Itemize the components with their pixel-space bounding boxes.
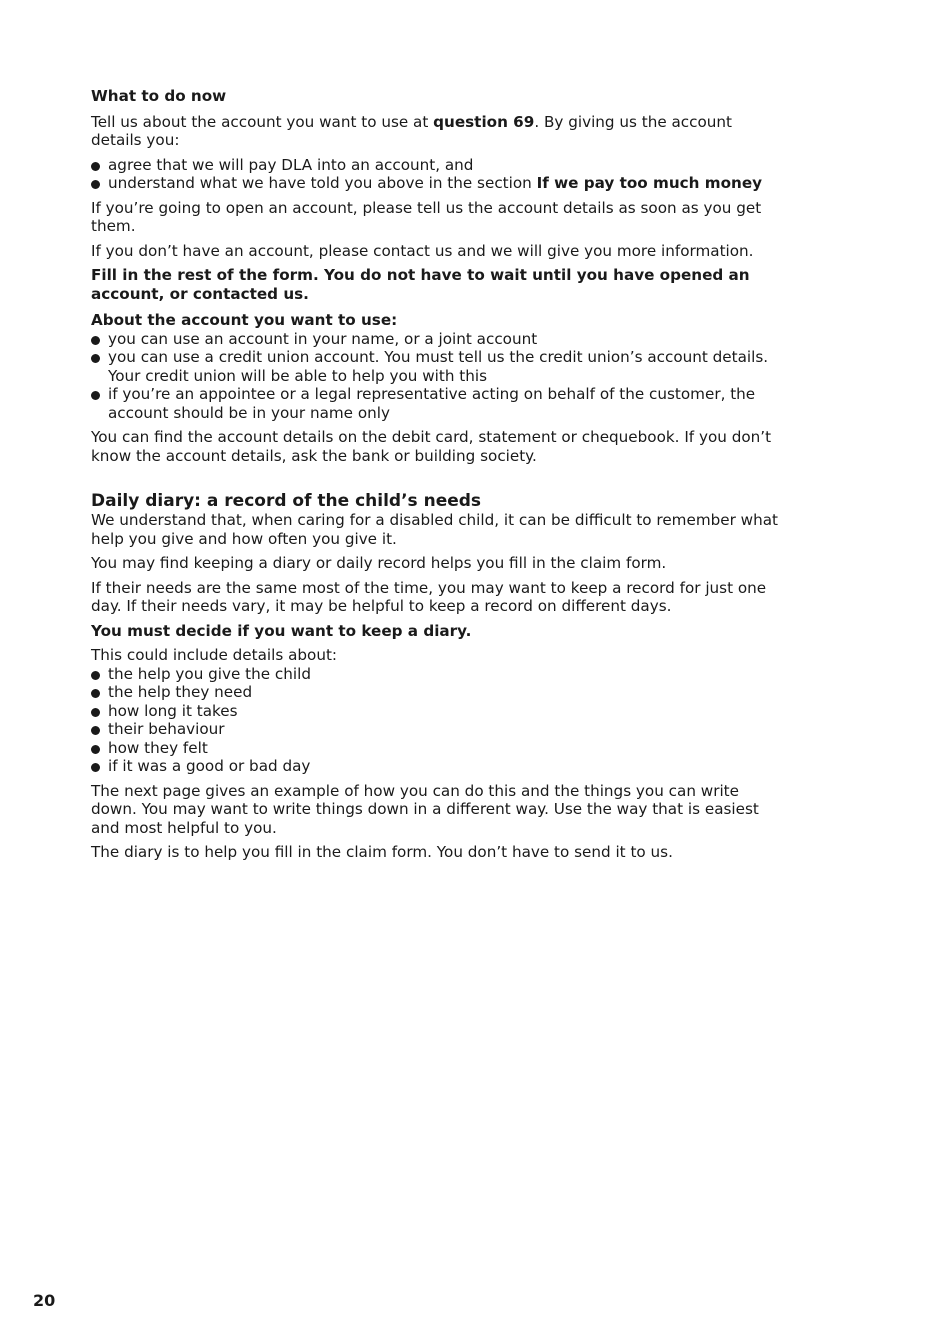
account-details-list bbox=[91, 156, 781, 193]
list-item bbox=[91, 174, 781, 193]
about-account-list bbox=[91, 330, 781, 423]
list-item: you can use an account in your name, or a joint account bbox=[91, 330, 781, 349]
list-item: agree that we will pay DLA into an account, and bbox=[91, 156, 781, 175]
intro-text: Tell us about the account you want to use at bbox=[91, 112, 434, 131]
what-to-do-intro bbox=[91, 113, 781, 150]
list-item: how they felt bbox=[91, 739, 781, 758]
list-item-text: understand what we have told you above in the section bbox=[108, 174, 537, 192]
no-account-paragraph: If you don’t have an account, please contact us and we will give you more information. bbox=[91, 241, 754, 260]
open-account-paragraph: If you’re going to open an account, please tell us the account details as soon as you get them. bbox=[91, 198, 762, 235]
diary-send-paragraph: The diary is to help you fill in the claim form. You don’t have to send it to us. bbox=[91, 843, 673, 861]
list-item: their behaviour bbox=[91, 720, 781, 739]
list-item: you can use a credit union account. You must tell us the credit union’s account details. Your credit union will be able to help you with this bbox=[91, 348, 781, 385]
question-reference: question 69 bbox=[433, 112, 535, 131]
decide-diary-instruction: You must decide if you want to keep a diary. bbox=[91, 621, 472, 640]
intro-text-end: . By giving us the account details you: bbox=[91, 112, 733, 149]
what-to-do-heading: What to do now bbox=[91, 87, 227, 105]
page-number: 20 bbox=[33, 1291, 56, 1310]
page-content bbox=[91, 87, 781, 868]
list-item: how long it takes bbox=[91, 702, 781, 721]
diary-list-intro: This could include details about: bbox=[91, 646, 338, 664]
list-item: the help you give the child bbox=[91, 665, 781, 684]
diary-paragraph-3: If their needs are the same most of the time, you may want to keep a record for just one day. If their needs vary, it may be helpful to keep a record on different days. bbox=[91, 578, 767, 615]
about-account-heading: About the account you want to use: bbox=[91, 311, 398, 329]
diary-paragraph-1: We understand that, when caring for a disabled child, it can be difficult to remember what help you give and how often you give it. bbox=[91, 511, 778, 548]
daily-diary-heading: Daily diary: a record of the child’s needs bbox=[91, 491, 482, 511]
list-item: if you’re an appointee or a legal representative acting on behalf of the customer, the account should be in your name only bbox=[91, 385, 781, 422]
diary-paragraph-2: You may find keeping a diary or daily record helps you fill in the claim form. bbox=[91, 554, 667, 572]
list-item: the help they need bbox=[91, 683, 781, 702]
find-details-paragraph: You can find the account details on the debit card, statement or chequebook. If you don’t know the account details, ask the bank or building society. bbox=[91, 428, 772, 465]
section-reference: If we pay too much money bbox=[536, 174, 763, 192]
diary-details-list bbox=[91, 665, 781, 776]
list-item: if it was a good or bad day bbox=[91, 757, 781, 776]
next-page-paragraph: The next page gives an example of how you can do this and the things you can write down. You may want to write things down in a different way. Use the way that is easiest and most helpful to you. bbox=[91, 781, 759, 837]
fill-in-instruction: Fill in the rest of the form. You do not have to wait until you have opened an account, or contacted us. bbox=[91, 266, 750, 303]
